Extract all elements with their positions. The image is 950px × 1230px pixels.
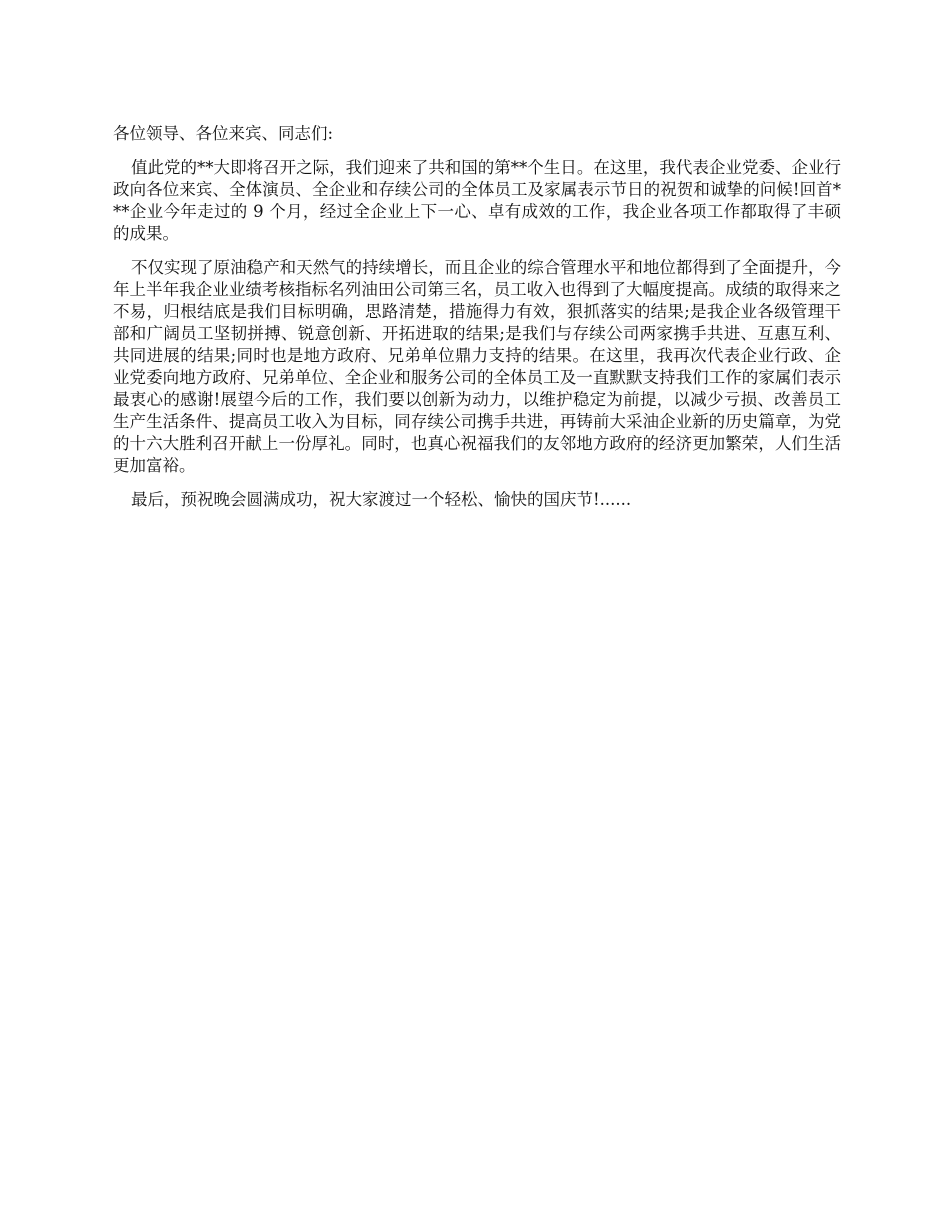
paragraph-closing: 最后，预祝晚会圆满成功，祝大家渡过一个轻松、愉快的国庆节!...... <box>131 490 632 509</box>
document-body <box>113 123 841 523</box>
paragraph-achievements: 不仅实现了原油稳产和天然气的持续增长，而且企业的综合管理水平和地位都得到了全面提升，今年上半年我企业业绩考核指标名列油田公司第三名，员工收入也得到了大幅度提高。成绩的取得来之不易，归根结底是我们目标明确，思路清楚，措施得力有效，狠抓落实的结果;是我企业各级管理干部和广阔员工坚韧拼搏、锐意创新、开拓进取的结果;是我们与存续公司两家携手共进、互惠互利、共同进展的结果;同时也是地方政府、兄弟单位鼎力支持的结果。在这里，我再次代表企业行政、企业党委向地方政府、兄弟单位、全企业和服务公司的全体员工及一直默默支持我们工作的家属们表示最衷心的感谢!展望今后的工作，我们要以创新为动力，以维护稳定为前提，以减少亏损、改善员工生产生活条件、提高员工收入为目标，同存续公司携手共进，再铸前大采油企业新的历史篇章，为党的十六大胜利召开献上一份厚礼。同时，也真心祝福我们的友邻地方政府的经济更加繁荣，人们生活更加富裕。 <box>113 258 841 475</box>
paragraph-greeting: 值此党的**大即将召开之际，我们迎来了共和国的第**个生日。在这里，我代表企业党委、企业行政向各位来宾、全体演员、全企业和存续公司的全体员工及家属表示节日的祝贺和诚挚的问候!回首***企业今年走过的 9 个月，经过全企业上下一心、卓有成效的工作，我企业各项工作都取得了丰硕的成果。 <box>113 158 841 243</box>
salutation: 各位领导、各位来宾、同志们: <box>113 124 334 143</box>
